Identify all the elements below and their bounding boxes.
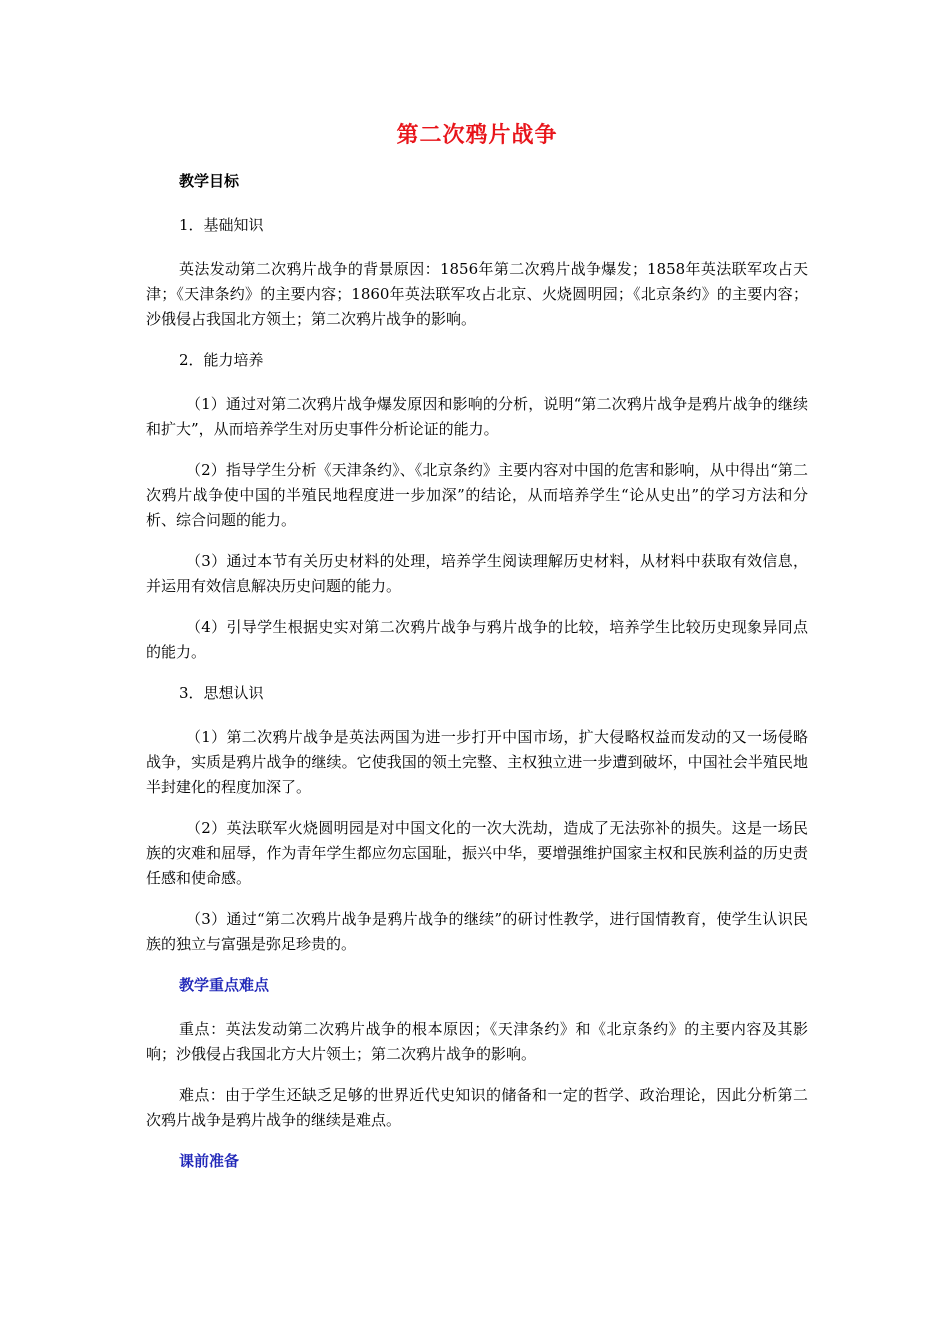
- ability-item: （4）引导学生根据史实对第二次鸦片战争与鸦片战争的比较，培养学生比较历史现象异同点的能力。: [146, 618, 808, 661]
- section-heading-key-points: 教学重点难点: [179, 976, 270, 994]
- subheading-ability: 2．能力培养: [179, 351, 264, 369]
- section-heading-preparation: 课前准备: [179, 1152, 240, 1170]
- subheading-basic-knowledge: 1．基础知识: [179, 216, 264, 234]
- section-heading-goals: 教学目标: [179, 172, 240, 190]
- subheading-thought: 3．思想认识: [179, 684, 264, 702]
- document-title: 第二次鸦片战争: [396, 122, 558, 148]
- paragraph-difficult-point: 难点：由于学生还缺乏足够的世界近代史知识的储备和一定的哲学、政治理论，因此分析第二次鸦片战争是鸦片战争的继续是难点。: [146, 1086, 808, 1129]
- thought-item: （1）第二次鸦片战争是英法两国为进一步打开中国市场，扩大侵略权益而发动的又一场侵略战争，实质是鸦片战争的继续。它使我国的领土完整、主权独立进一步遭到破坏，中国社会半殖民地半封建化的程度加深了。: [146, 728, 808, 796]
- paragraph-key-point: 重点：英法发动第二次鸦片战争的根本原因；《天津条约》和《北京条约》的主要内容及其影响；沙俄侵占我国北方大片领土；第二次鸦片战争的影响。: [146, 1020, 808, 1063]
- thought-item: （3）通过“第二次鸦片战争是鸦片战争的继续”的研讨性教学，进行国情教育，使学生认识民族的独立与富强是弥足珍贵的。: [146, 910, 808, 953]
- thought-item: （2）英法联军火烧圆明园是对中国文化的一次大洗劫，造成了无法弥补的损失。这是一场民族的灾难和屈辱，作为青年学生都应勿忘国耻，振兴中华，要增强维护国家主权和民族利益的历史责任感和使命感。: [146, 819, 808, 887]
- ability-item: （3）通过本节有关历史材料的处理，培养学生阅读理解历史材料，从材料中获取有效信息，并运用有效信息解决历史问题的能力。: [146, 552, 808, 595]
- document-page: [146, 118, 808, 1193]
- paragraph-basic-knowledge: 英法发动第二次鸦片战争的背景原因：1856年第二次鸦片战争爆发；1858年英法联军攻占天津；《天津条约》的主要内容；1860年英法联军攻占北京、火烧圆明园；《北京条约》的主要内容；沙俄侵占我国北方领土；第二次鸦片战争的影响。: [146, 260, 808, 328]
- ability-item: （1）通过对第二次鸦片战争爆发原因和影响的分析，说明“第二次鸦片战争是鸦片战争的继续和扩大”，从而培养学生对历史事件分析论证的能力。: [146, 395, 808, 438]
- ability-item: （2）指导学生分析《天津条约》、《北京条约》主要内容对中国的危害和影响，从中得出“第二次鸦片战争使中国的半殖民地程度进一步加深”的结论，从而培养学生“论从史出”的学习方法和分析、综合问题的能力。: [146, 461, 808, 529]
